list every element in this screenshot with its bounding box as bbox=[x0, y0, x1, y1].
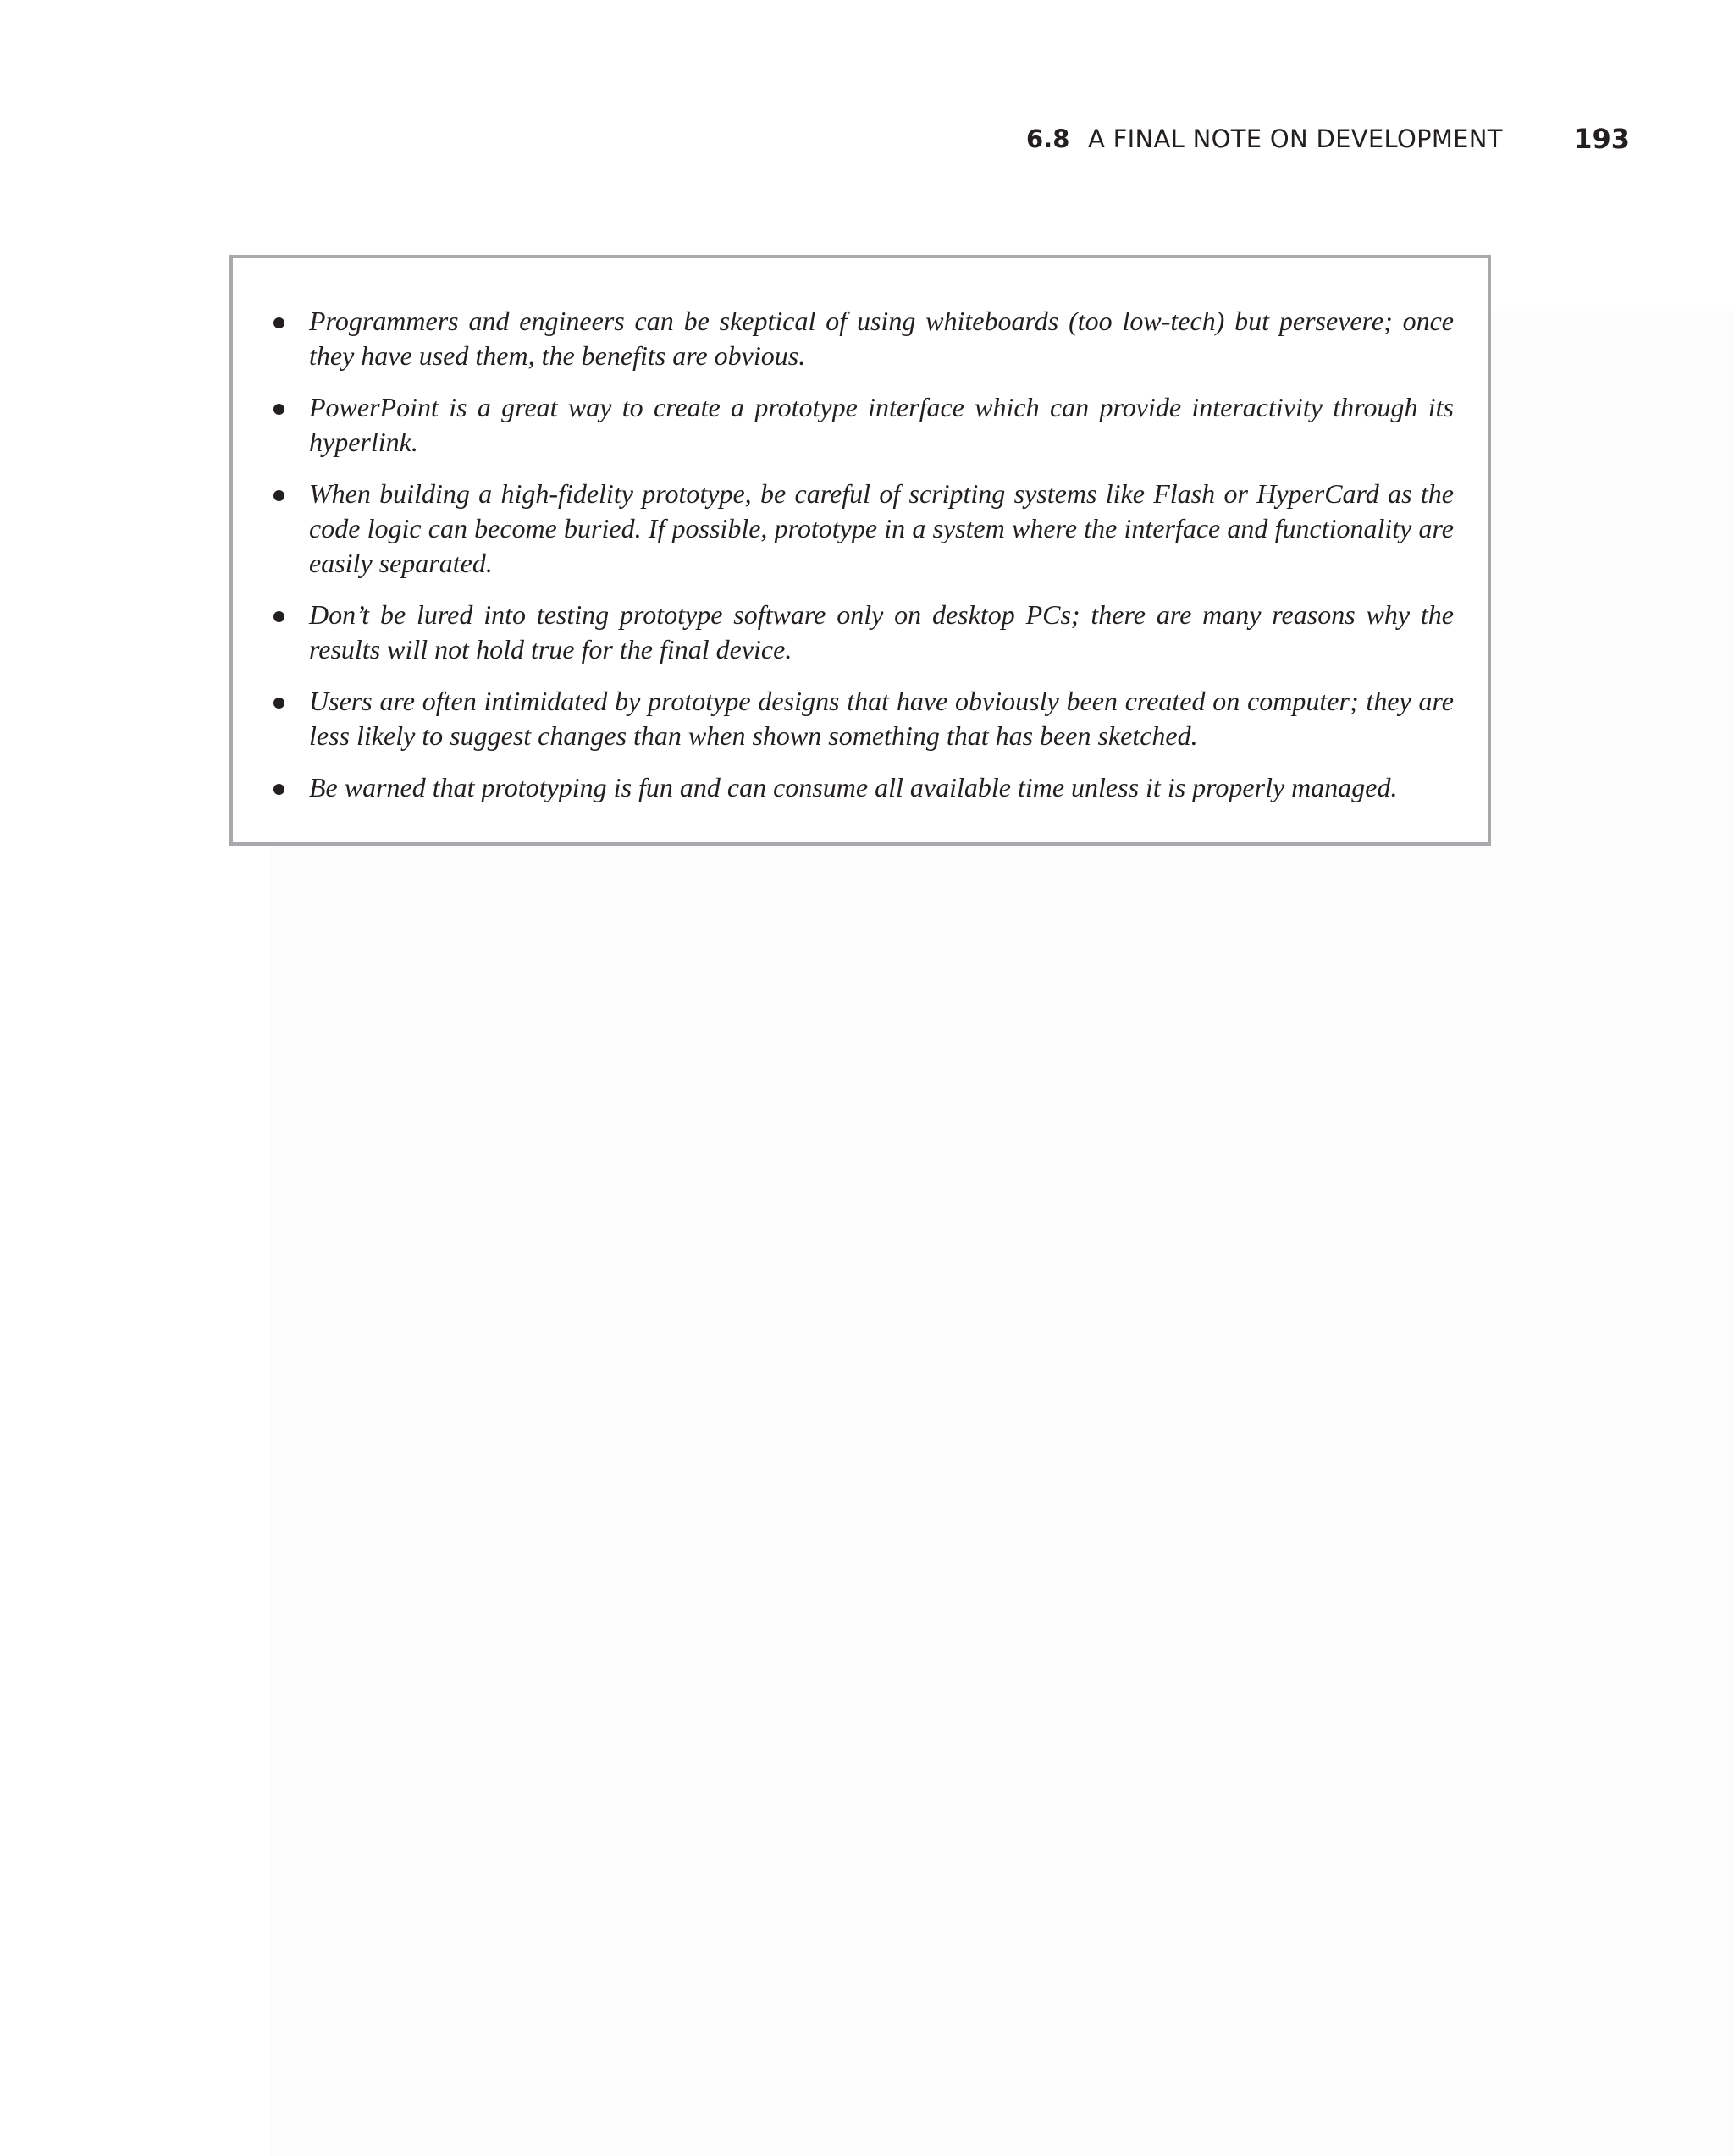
tip-text: Users are often intimidated by prototype designs that have obviously been created on computer; they are less likely to suggest changes than when shown something that has been sketched. bbox=[309, 686, 1454, 751]
bullet-icon bbox=[273, 611, 284, 622]
tip-text: When building a high-fidelity prototype, be careful of scripting systems like Flash or HyperCard as the code logic can become buried. If possible, prototype in a system where the interface and functionality are easily separated. bbox=[309, 478, 1454, 578]
tip-text: Don’t be lured into testing prototype software only on desktop PCs; there are many reasons why the results will not hold true for the final device. bbox=[309, 599, 1454, 664]
section-number: 6.8 bbox=[1026, 124, 1070, 153]
tip-text: Programmers and engineers can be skeptical of using whiteboards (too low-tech) but persevere; once they have used them, the benefits are obvious. bbox=[309, 306, 1454, 371]
bullet-icon bbox=[273, 698, 284, 709]
tip-text: Be warned that prototyping is fun and can consume all available time unless it is properly managed. bbox=[309, 772, 1398, 802]
tips-list bbox=[273, 304, 1454, 822]
tip-item bbox=[273, 684, 1454, 753]
bullet-icon bbox=[273, 404, 284, 415]
tips-box bbox=[229, 255, 1491, 846]
tip-item bbox=[273, 390, 1454, 460]
bullet-icon bbox=[273, 784, 284, 795]
bullet-icon bbox=[273, 317, 284, 328]
tip-item bbox=[273, 304, 1454, 373]
bullet-icon bbox=[273, 490, 284, 501]
tip-item bbox=[273, 770, 1454, 805]
tip-text: PowerPoint is a great way to create a prototype interface which can provide interactivity through its hyperlink. bbox=[309, 392, 1454, 457]
page-number: 193 bbox=[1573, 123, 1630, 155]
running-header bbox=[974, 123, 1630, 157]
tip-item bbox=[273, 598, 1454, 667]
section-title: A FINAL NOTE ON DEVELOPMENT bbox=[1088, 124, 1503, 153]
tip-item bbox=[273, 477, 1454, 581]
